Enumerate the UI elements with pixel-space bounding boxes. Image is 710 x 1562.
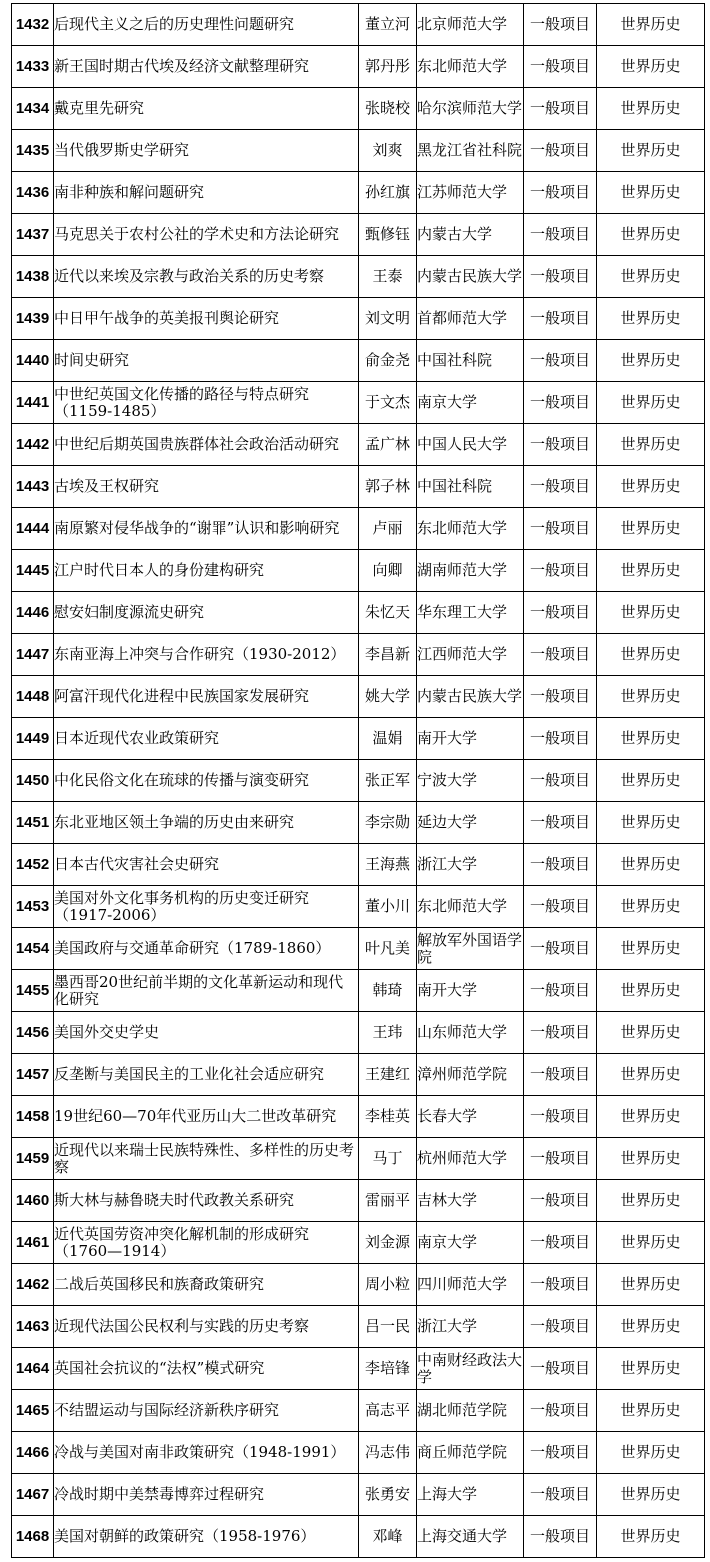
project-title: 当代俄罗斯史学研究	[54, 130, 359, 172]
project-title: 美国政府与交通革命研究（1789-1860）	[54, 928, 359, 970]
project-category: 一般项目	[524, 1348, 597, 1390]
discipline: 世界历史	[597, 550, 705, 592]
table-row	[12, 1432, 705, 1474]
project-category: 一般项目	[524, 1138, 597, 1180]
table-row	[12, 928, 705, 970]
table-row	[12, 802, 705, 844]
institution: 吉林大学	[417, 1180, 524, 1222]
institution: 南开大学	[417, 718, 524, 760]
project-title: 墨西哥20世纪前半期的文化革新运动和现代化研究	[54, 970, 359, 1012]
project-title: 慰安妇制度源流史研究	[54, 592, 359, 634]
table-row	[12, 466, 705, 508]
project-category: 一般项目	[524, 1264, 597, 1306]
row-number: 1443	[12, 466, 54, 508]
institution: 解放军外国语学院	[417, 928, 524, 970]
project-category: 一般项目	[524, 1096, 597, 1138]
table-row	[12, 634, 705, 676]
institution: 哈尔滨师范大学	[417, 88, 524, 130]
principal-investigator: 高志平	[359, 1390, 417, 1432]
table-row	[12, 1306, 705, 1348]
project-category: 一般项目	[524, 88, 597, 130]
project-category: 一般项目	[524, 760, 597, 802]
project-title: 美国对外文化事务机构的历史变迁研究（1917-2006）	[54, 886, 359, 928]
project-title: 中世纪后期英国贵族群体社会政治活动研究	[54, 424, 359, 466]
table-row	[12, 214, 705, 256]
project-title: 冷战时期中美禁毒博弈过程研究	[54, 1474, 359, 1516]
row-number: 1461	[12, 1222, 54, 1264]
table-row	[12, 970, 705, 1012]
institution: 内蒙古大学	[417, 214, 524, 256]
principal-investigator: 董小川	[359, 886, 417, 928]
principal-investigator: 王海燕	[359, 844, 417, 886]
institution: 湖南师范大学	[417, 550, 524, 592]
discipline: 世界历史	[597, 886, 705, 928]
discipline: 世界历史	[597, 844, 705, 886]
principal-investigator: 刘爽	[359, 130, 417, 172]
principal-investigator: 雷丽平	[359, 1180, 417, 1222]
principal-investigator: 董立河	[359, 4, 417, 46]
table-row	[12, 592, 705, 634]
project-category: 一般项目	[524, 46, 597, 88]
row-number: 1462	[12, 1264, 54, 1306]
discipline: 世界历史	[597, 88, 705, 130]
project-title: 英国社会抗议的“法权”模式研究	[54, 1348, 359, 1390]
principal-investigator: 叶凡美	[359, 928, 417, 970]
principal-investigator: 刘金源	[359, 1222, 417, 1264]
institution: 黑龙江省社科院	[417, 130, 524, 172]
institution: 江西师范大学	[417, 634, 524, 676]
discipline: 世界历史	[597, 46, 705, 88]
project-category: 一般项目	[524, 592, 597, 634]
project-title: 东南亚海上冲突与合作研究（1930-2012）	[54, 634, 359, 676]
project-category: 一般项目	[524, 4, 597, 46]
discipline: 世界历史	[597, 4, 705, 46]
institution: 杭州师范大学	[417, 1138, 524, 1180]
row-number: 1466	[12, 1432, 54, 1474]
project-title: 近代以来埃及宗教与政治关系的历史考察	[54, 256, 359, 298]
row-number: 1455	[12, 970, 54, 1012]
institution: 中国社科院	[417, 340, 524, 382]
principal-investigator: 马丁	[359, 1138, 417, 1180]
row-number: 1456	[12, 1012, 54, 1054]
project-title: 日本近现代农业政策研究	[54, 718, 359, 760]
discipline: 世界历史	[597, 130, 705, 172]
principal-investigator: 郭丹彤	[359, 46, 417, 88]
row-number: 1454	[12, 928, 54, 970]
row-number: 1446	[12, 592, 54, 634]
discipline: 世界历史	[597, 676, 705, 718]
principal-investigator: 于文杰	[359, 382, 417, 424]
project-category: 一般项目	[524, 1054, 597, 1096]
row-number: 1447	[12, 634, 54, 676]
project-title: 新王国时期古代埃及经济文献整理研究	[54, 46, 359, 88]
row-number: 1464	[12, 1348, 54, 1390]
discipline: 世界历史	[597, 1096, 705, 1138]
project-category: 一般项目	[524, 550, 597, 592]
institution: 延边大学	[417, 802, 524, 844]
row-number: 1434	[12, 88, 54, 130]
principal-investigator: 甄修钰	[359, 214, 417, 256]
project-category: 一般项目	[524, 508, 597, 550]
institution: 商丘师范学院	[417, 1432, 524, 1474]
project-title: 古埃及王权研究	[54, 466, 359, 508]
project-title: 中化民俗文化在琉球的传播与演变研究	[54, 760, 359, 802]
project-category: 一般项目	[524, 172, 597, 214]
institution: 华东理工大学	[417, 592, 524, 634]
project-category: 一般项目	[524, 1516, 597, 1558]
principal-investigator: 卢丽	[359, 508, 417, 550]
project-category: 一般项目	[524, 424, 597, 466]
table-row	[12, 508, 705, 550]
discipline: 世界历史	[597, 1222, 705, 1264]
row-number: 1442	[12, 424, 54, 466]
project-category: 一般项目	[524, 634, 597, 676]
principal-investigator: 王泰	[359, 256, 417, 298]
institution: 浙江大学	[417, 1306, 524, 1348]
row-number: 1453	[12, 886, 54, 928]
row-number: 1458	[12, 1096, 54, 1138]
discipline: 世界历史	[597, 718, 705, 760]
project-title: 19世纪60—70年代亚历山大二世改革研究	[54, 1096, 359, 1138]
principal-investigator: 李宗勋	[359, 802, 417, 844]
row-number: 1459	[12, 1138, 54, 1180]
discipline: 世界历史	[597, 1390, 705, 1432]
row-number: 1433	[12, 46, 54, 88]
row-number: 1450	[12, 760, 54, 802]
project-title: 阿富汗现代化进程中民族国家发展研究	[54, 676, 359, 718]
principal-investigator: 姚大学	[359, 676, 417, 718]
institution: 南京大学	[417, 382, 524, 424]
row-number: 1438	[12, 256, 54, 298]
principal-investigator: 李昌新	[359, 634, 417, 676]
principal-investigator: 冯志伟	[359, 1432, 417, 1474]
principal-investigator: 郭子林	[359, 466, 417, 508]
discipline: 世界历史	[597, 214, 705, 256]
table-row	[12, 46, 705, 88]
row-number: 1451	[12, 802, 54, 844]
row-number: 1441	[12, 382, 54, 424]
table-row	[12, 130, 705, 172]
table-body	[12, 4, 705, 1558]
table-row	[12, 1348, 705, 1390]
row-number: 1435	[12, 130, 54, 172]
principal-investigator: 王建红	[359, 1054, 417, 1096]
row-number: 1445	[12, 550, 54, 592]
principal-investigator: 俞金尧	[359, 340, 417, 382]
institution: 首都师范大学	[417, 298, 524, 340]
project-title: 戴克里先研究	[54, 88, 359, 130]
discipline: 世界历史	[597, 466, 705, 508]
discipline: 世界历史	[597, 1012, 705, 1054]
project-table	[11, 3, 705, 1558]
discipline: 世界历史	[597, 760, 705, 802]
project-category: 一般项目	[524, 214, 597, 256]
table-row	[12, 4, 705, 46]
table-row	[12, 1222, 705, 1264]
table-row	[12, 1264, 705, 1306]
principal-investigator: 李桂英	[359, 1096, 417, 1138]
discipline: 世界历史	[597, 1432, 705, 1474]
project-category: 一般项目	[524, 1474, 597, 1516]
project-category: 一般项目	[524, 466, 597, 508]
project-title: 不结盟运动与国际经济新秩序研究	[54, 1390, 359, 1432]
principal-investigator: 邓峰	[359, 1516, 417, 1558]
project-title: 中世纪英国文化传播的路径与特点研究（1159-1485）	[54, 382, 359, 424]
table-row	[12, 256, 705, 298]
project-category: 一般项目	[524, 802, 597, 844]
table-row	[12, 1012, 705, 1054]
institution: 中南财经政法大学	[417, 1348, 524, 1390]
principal-investigator: 向卿	[359, 550, 417, 592]
row-number: 1448	[12, 676, 54, 718]
discipline: 世界历史	[597, 1180, 705, 1222]
project-category: 一般项目	[524, 844, 597, 886]
project-category: 一般项目	[524, 886, 597, 928]
project-title: 反垄断与美国民主的工业化社会适应研究	[54, 1054, 359, 1096]
project-category: 一般项目	[524, 970, 597, 1012]
table-row	[12, 88, 705, 130]
discipline: 世界历史	[597, 172, 705, 214]
row-number: 1467	[12, 1474, 54, 1516]
project-category: 一般项目	[524, 1180, 597, 1222]
discipline: 世界历史	[597, 1306, 705, 1348]
principal-investigator: 朱忆天	[359, 592, 417, 634]
project-title: 斯大林与赫鲁晓夫时代政教关系研究	[54, 1180, 359, 1222]
table-row	[12, 340, 705, 382]
institution: 山东师范大学	[417, 1012, 524, 1054]
discipline: 世界历史	[597, 634, 705, 676]
project-title: 马克思关于农村公社的学术史和方法论研究	[54, 214, 359, 256]
institution: 四川师范大学	[417, 1264, 524, 1306]
institution: 东北师范大学	[417, 46, 524, 88]
discipline: 世界历史	[597, 256, 705, 298]
institution: 北京师范大学	[417, 4, 524, 46]
table-row	[12, 1096, 705, 1138]
institution: 中国社科院	[417, 466, 524, 508]
project-category: 一般项目	[524, 256, 597, 298]
row-number: 1440	[12, 340, 54, 382]
row-number: 1437	[12, 214, 54, 256]
institution: 宁波大学	[417, 760, 524, 802]
institution: 内蒙古民族大学	[417, 676, 524, 718]
table-row	[12, 550, 705, 592]
project-category: 一般项目	[524, 928, 597, 970]
project-title: 江户时代日本人的身份建构研究	[54, 550, 359, 592]
project-title: 南原繁对侵华战争的“谢罪”认识和影响研究	[54, 508, 359, 550]
discipline: 世界历史	[597, 298, 705, 340]
institution: 内蒙古民族大学	[417, 256, 524, 298]
project-title: 美国对朝鲜的政策研究（1958-1976）	[54, 1516, 359, 1558]
project-category: 一般项目	[524, 1390, 597, 1432]
row-number: 1452	[12, 844, 54, 886]
institution: 东北师范大学	[417, 508, 524, 550]
project-category: 一般项目	[524, 1306, 597, 1348]
institution: 浙江大学	[417, 844, 524, 886]
table-row	[12, 886, 705, 928]
discipline: 世界历史	[597, 1138, 705, 1180]
table-row	[12, 1516, 705, 1558]
institution: 中国人民大学	[417, 424, 524, 466]
project-category: 一般项目	[524, 1222, 597, 1264]
project-category: 一般项目	[524, 298, 597, 340]
project-title: 近现代以来瑞士民族特殊性、多样性的历史考察	[54, 1138, 359, 1180]
institution: 长春大学	[417, 1096, 524, 1138]
project-category: 一般项目	[524, 1012, 597, 1054]
table-row	[12, 760, 705, 802]
discipline: 世界历史	[597, 508, 705, 550]
project-category: 一般项目	[524, 718, 597, 760]
discipline: 世界历史	[597, 592, 705, 634]
row-number: 1439	[12, 298, 54, 340]
institution: 漳州师范学院	[417, 1054, 524, 1096]
row-number: 1463	[12, 1306, 54, 1348]
discipline: 世界历史	[597, 928, 705, 970]
principal-investigator: 吕一民	[359, 1306, 417, 1348]
row-number: 1436	[12, 172, 54, 214]
principal-investigator: 李培锋	[359, 1348, 417, 1390]
principal-investigator: 刘文明	[359, 298, 417, 340]
institution: 上海交通大学	[417, 1516, 524, 1558]
table-row	[12, 1180, 705, 1222]
institution: 南京大学	[417, 1222, 524, 1264]
discipline: 世界历史	[597, 340, 705, 382]
row-number: 1460	[12, 1180, 54, 1222]
project-title: 东北亚地区领土争端的历史由来研究	[54, 802, 359, 844]
institution: 南开大学	[417, 970, 524, 1012]
row-number: 1468	[12, 1516, 54, 1558]
project-title: 南非种族和解问题研究	[54, 172, 359, 214]
project-title: 近现代法国公民权利与实践的历史考察	[54, 1306, 359, 1348]
project-title: 日本古代灾害社会史研究	[54, 844, 359, 886]
discipline: 世界历史	[597, 802, 705, 844]
institution: 东北师范大学	[417, 886, 524, 928]
project-title: 时间史研究	[54, 340, 359, 382]
discipline: 世界历史	[597, 1474, 705, 1516]
discipline: 世界历史	[597, 970, 705, 1012]
row-number: 1432	[12, 4, 54, 46]
principal-investigator: 孟广林	[359, 424, 417, 466]
project-category: 一般项目	[524, 340, 597, 382]
row-number: 1444	[12, 508, 54, 550]
principal-investigator: 温娟	[359, 718, 417, 760]
institution: 上海大学	[417, 1474, 524, 1516]
project-title: 近代英国劳资冲突化解机制的形成研究（1760—1914）	[54, 1222, 359, 1264]
principal-investigator: 张勇安	[359, 1474, 417, 1516]
project-title: 美国外交史学史	[54, 1012, 359, 1054]
principal-investigator: 周小粒	[359, 1264, 417, 1306]
discipline: 世界历史	[597, 1054, 705, 1096]
project-category: 一般项目	[524, 1432, 597, 1474]
principal-investigator: 韩琦	[359, 970, 417, 1012]
discipline: 世界历史	[597, 1264, 705, 1306]
principal-investigator: 王玮	[359, 1012, 417, 1054]
table-row	[12, 1054, 705, 1096]
table-row	[12, 424, 705, 466]
institution: 江苏师范大学	[417, 172, 524, 214]
table-row	[12, 298, 705, 340]
project-title: 中日甲午战争的英美报刊舆论研究	[54, 298, 359, 340]
principal-investigator: 张晓校	[359, 88, 417, 130]
discipline: 世界历史	[597, 1516, 705, 1558]
principal-investigator: 张正军	[359, 760, 417, 802]
table-row	[12, 1138, 705, 1180]
discipline: 世界历史	[597, 424, 705, 466]
discipline: 世界历史	[597, 1348, 705, 1390]
project-category: 一般项目	[524, 382, 597, 424]
project-category: 一般项目	[524, 676, 597, 718]
table-row	[12, 1474, 705, 1516]
row-number: 1449	[12, 718, 54, 760]
project-category: 一般项目	[524, 130, 597, 172]
table-row	[12, 172, 705, 214]
table-row	[12, 718, 705, 760]
row-number: 1465	[12, 1390, 54, 1432]
table-row	[12, 1390, 705, 1432]
institution: 湖北师范学院	[417, 1390, 524, 1432]
project-title: 冷战与美国对南非政策研究（1948-1991）	[54, 1432, 359, 1474]
row-number: 1457	[12, 1054, 54, 1096]
project-title: 二战后英国移民和族裔政策研究	[54, 1264, 359, 1306]
principal-investigator: 孙红旗	[359, 172, 417, 214]
table-row	[12, 844, 705, 886]
table-row	[12, 382, 705, 424]
discipline: 世界历史	[597, 382, 705, 424]
project-title: 后现代主义之后的历史理性问题研究	[54, 4, 359, 46]
table-row	[12, 676, 705, 718]
